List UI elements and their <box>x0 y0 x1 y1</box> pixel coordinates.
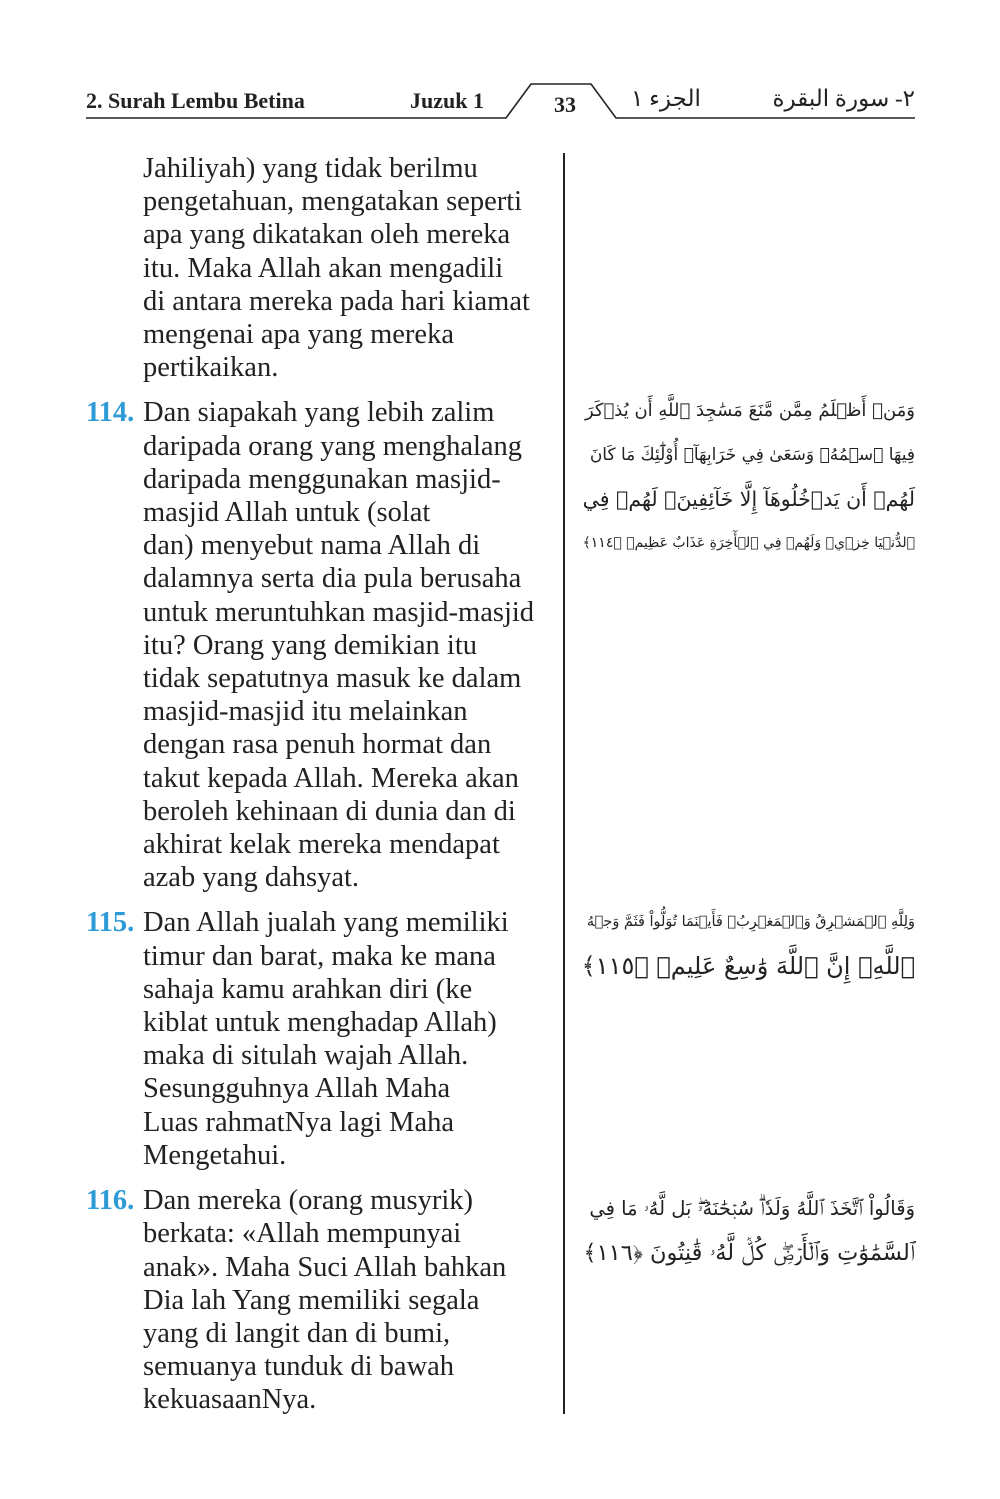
juz-label-arabic: الجزء ١ <box>631 86 701 111</box>
text-line: masjid-masjid itu melainkan <box>143 696 468 728</box>
text-line: akhirat kelak mereka mendapat <box>143 829 500 861</box>
verse-116-arabic <box>582 1187 915 1275</box>
text-line: pengetahuan, mengatakan seperti <box>143 186 523 218</box>
text-line: pertikaikan. <box>143 352 279 384</box>
translation-column <box>86 152 561 1417</box>
text-line: azab yang dahsyat. <box>143 862 360 894</box>
arabic-line: ٱلدُّنۡيَا خِزۡيٞ وَلَهُمۡ فِي ٱلۡأٓخِرَةِ عَذَابٌ عَظِيمٞ ﴿١١٤﴾ <box>582 535 915 551</box>
verse-114-arabic <box>582 389 915 565</box>
text-line: anak». Maha Suci Allah bahkan <box>143 1251 507 1283</box>
text-line: dan) menyebut nama Allah di <box>143 530 481 562</box>
text-line: sahaja kamu arahkan diri (ke <box>143 973 473 1005</box>
verse-number: 114. <box>86 397 135 429</box>
verse-number: 115. <box>86 907 135 939</box>
text-line: dalamnya serta dia pula berusaha <box>143 563 522 595</box>
text-line: Luas rahmatNya lagi Maha <box>143 1106 455 1138</box>
text-line: berkata: «Allah mempunyai <box>143 1218 462 1250</box>
verse-115-arabic <box>582 900 915 988</box>
text-line: beroleh kehinaan di dunia dan di <box>143 795 516 827</box>
text-line: daripada orang yang menghalang <box>143 430 523 462</box>
text-line: semuanya tunduk di bawah <box>143 1351 455 1383</box>
column-divider <box>563 153 565 1414</box>
verse-number: 116. <box>86 1185 135 1217</box>
text-line: yang di langit dan di bumi, <box>143 1317 451 1349</box>
page-number: 33 <box>554 92 576 117</box>
text-line: itu. Maka Allah akan mengadili <box>143 252 504 284</box>
text-line: Dan mereka (orang musyrik) <box>143 1185 474 1217</box>
text-line: daripada menggunakan masjid- <box>143 463 501 495</box>
text-line: Dan Allah jualah yang memiliki <box>143 907 509 939</box>
text-line: Jahiliyah) yang tidak berilmu <box>143 153 478 184</box>
text-line: dengan rasa penuh hormat dan <box>143 729 492 761</box>
page-header <box>86 82 915 122</box>
text-line: maka di situlah wajah Allah. <box>143 1040 469 1072</box>
text-line: kiblat untuk menghadap Allah) <box>143 1007 497 1039</box>
text-line: apa yang dikatakan oleh mereka <box>143 219 511 251</box>
arabic-line: وَلِلَّهِ ٱلۡمَشۡرِقُ وَٱلۡمَغۡرِبُۚ فَأَيۡنَمَا تُوَلُّواْ فَثَمَّ وَجۡهُ <box>586 914 915 930</box>
arabic-line: لَهُمۡ أَن يَدۡخُلُوهَآ إِلَّا خَآئِفِينَۚ لَهُمۡ فِي <box>582 487 915 511</box>
text-line: Dia lah Yang memiliki segala <box>143 1284 480 1316</box>
juz-label-latin: Juzuk 1 <box>410 88 484 113</box>
text-line: di antara mereka pada hari kiamat <box>143 285 530 317</box>
text-line: Sesungguhnya Allah Maha <box>143 1073 451 1105</box>
text-line: timur dan barat, maka ke mana <box>143 940 496 972</box>
surah-title-arabic: ٢- سورة البقرة <box>772 86 915 111</box>
text-line: kekuasaanNya. <box>143 1384 317 1416</box>
text-line: takut kepada Allah. Mereka akan <box>143 762 519 794</box>
verse-115-translation <box>86 906 561 1172</box>
text-line: masjid Allah untuk (solat <box>143 497 431 529</box>
arabic-line: ٱلسَّمَٰوَٰتِ وَٱلۡأَرۡضِۖ كُلّٞ لَّهُۥ قَٰنِتُونَ ﴿١١٦﴾ <box>583 1240 915 1266</box>
text-line: mengenai apa yang mereka <box>143 319 454 351</box>
text-line: tidak sepatutnya masuk ke dalam <box>143 663 522 695</box>
arabic-line: ٱللَّهِۚ إِنَّ ٱللَّهَ وَٰسِعٌ عَلِيمٞ ﴿١١٥﴾ <box>581 952 915 980</box>
surah-title-latin: 2. Surah Lembu Betina <box>86 88 305 113</box>
verse-116-translation <box>86 1184 561 1416</box>
arabic-line: فِيهَا ٱسۡمُهُۥ وَسَعَىٰ فِي خَرَابِهَآۚ أُوْلَٰٓئِكَ مَا كَانَ <box>589 445 915 465</box>
text-line: Dan siapakah yang lebih zalim <box>143 397 495 429</box>
arabic-line: وَمَنۡ أَظۡلَمُ مِمَّن مَّنَعَ مَسَٰجِدَ ٱللَّهِ أَن يُذۡكَرَ <box>584 400 915 421</box>
verse-114-translation <box>86 396 561 894</box>
arabic-line: وَقَالُواْ ٱتَّخَذَ ٱللَّهُ وَلَدٗاۗ سُبۡحَٰنَهُۥۖ بَل لَّهُۥ مَا فِي <box>589 1197 915 1220</box>
text-line: itu? Orang yang demikian itu <box>143 629 477 661</box>
continuation-block <box>86 152 561 384</box>
text-line: Mengetahui. <box>143 1139 287 1171</box>
text-line: untuk meruntuhkan masjid-masjid <box>143 596 535 628</box>
